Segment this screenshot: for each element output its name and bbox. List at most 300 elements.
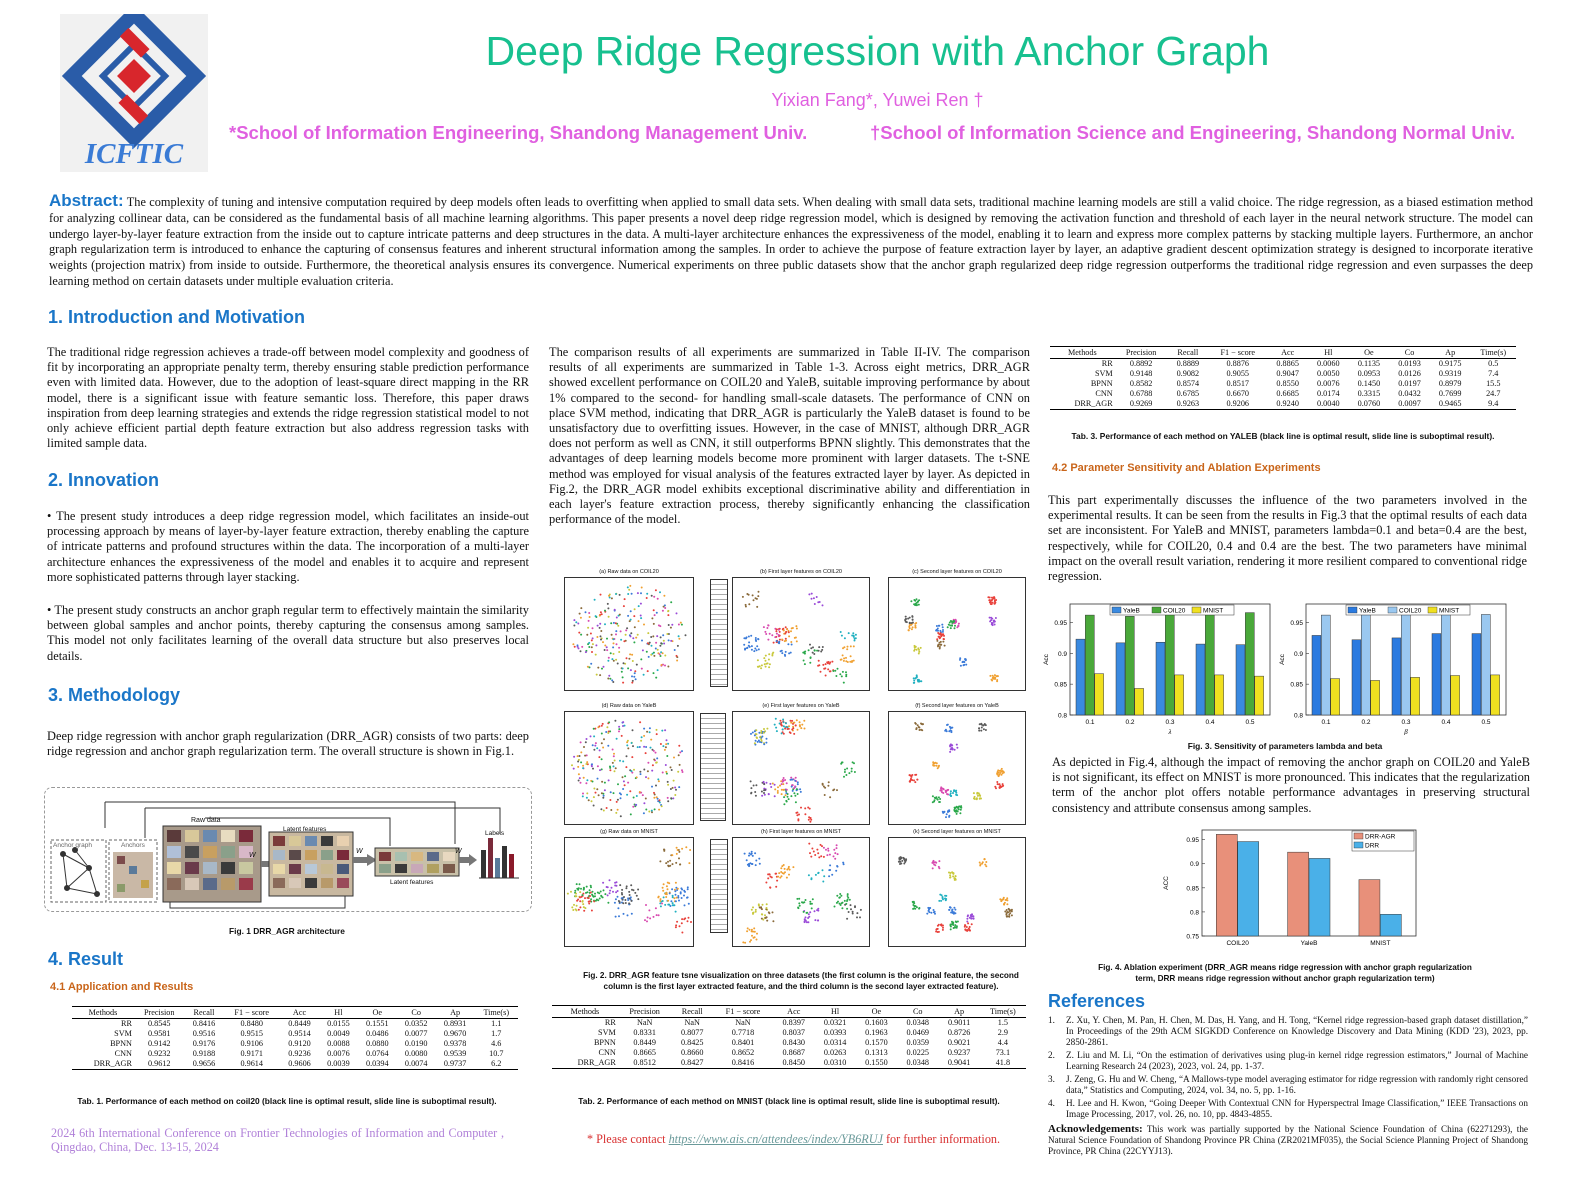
table-cell: 0.0352 — [404, 1019, 428, 1028]
reference-text: J. Zeng, G. Hu and W. Cheng, “A Mallows-type model averaging estimator for ridge regression with randomly right censored data,” Statistics and Computing, 2024, vol. 34, no. 5, pp. 1-16. — [1066, 1074, 1528, 1095]
contact-note — [587, 1132, 1000, 1147]
table-header-cell: Hl — [1308, 347, 1349, 359]
table-row — [1050, 359, 1516, 370]
section-intro-title: 1. Introduction and Motivation — [48, 307, 305, 327]
table-cell: 0.8892 — [1129, 359, 1153, 368]
beta-sensitivity-chart — [1276, 600, 1512, 735]
table-cell: 0.8401 — [731, 1038, 755, 1047]
table-cell: 0.8550 — [1276, 379, 1299, 388]
tsne-scatter — [889, 578, 1025, 690]
table-cell: 0.0469 — [906, 1028, 929, 1037]
table-cell: 0.0097 — [1389, 399, 1430, 410]
tsne-panel-title: (b) First layer features on COIL20 — [760, 569, 842, 575]
legend-swatch — [1354, 833, 1363, 839]
legend-label: YaleB — [1359, 607, 1376, 615]
bar-yaleb — [1312, 635, 1321, 715]
legend-label: DRR-AGR — [1365, 833, 1396, 841]
table-cell: 0.9539 — [443, 1049, 467, 1058]
table-method-cell: SVM — [114, 1029, 132, 1038]
bar-mnist — [1255, 676, 1264, 715]
bar-yaleb — [1352, 640, 1361, 715]
table-cell: 0.0486 — [366, 1029, 389, 1038]
parameter-text: This part experimentally discusses the influence of the two parameters involved in the experimental results. It can be seen from the results in Fig.3 that the optimal results of each data set are inconsistent. For YaleB and MNIST, parameters lambda=0.1 and beta=0.4 are the best, respectively, while for COIL20, 0.4 and 0.4 are the best. The two parameters have minimal impact on the overall result variation, rendering it more resilient compared to conventional ridge regression. — [1048, 493, 1527, 584]
logo-text: ICFTIC — [84, 138, 184, 170]
table-row — [1050, 399, 1516, 410]
table-cell: 2.9 — [997, 1028, 1008, 1037]
table-cell: 0.0076 — [327, 1049, 350, 1058]
labels-bars — [479, 838, 519, 878]
conference-info: 2024 6th International Conference on Frontier Technologies of Information and Computer , Qingdao, China, Dec. 13-15, 2024 — [51, 1126, 504, 1154]
table-cell: 0.6785 — [1176, 389, 1200, 398]
table-cell: 0.8660 — [680, 1048, 704, 1057]
table-cell: 0.9612 — [134, 1059, 185, 1070]
table-cell: 0.9581 — [147, 1029, 171, 1038]
table-cell: 41.8 — [980, 1058, 1026, 1069]
table-cell: 0.0348 — [897, 1058, 938, 1069]
innovation-bullet-1: • The present study introduces a deep ridge regression model, which facilitates an inside-out processing approach by means of layer-by-layer feature extraction, thereby enabling the capture of intricate patterns and profound structures within the data. The incorporation of a multi-layer architecture enhances the expressiveness of the model and enables it to acquire and represent more sophisticated patterns through layer stacking. — [47, 509, 529, 584]
table-cell: 0.1551 — [366, 1019, 389, 1028]
y-axis-label: Acc — [1043, 654, 1050, 665]
table-cell: 0.0155 — [327, 1019, 350, 1028]
x-tick-label: 0.4 — [1441, 719, 1451, 726]
table-cell: 0.0394 — [358, 1059, 397, 1070]
table-cell: 0.9232 — [147, 1049, 171, 1058]
tsne-scatter — [565, 712, 693, 824]
table-cell: 4.4 — [997, 1038, 1008, 1047]
table-row — [552, 1038, 1026, 1048]
ablation-chart — [1160, 826, 1420, 956]
table-header-cell: Hl — [319, 1007, 358, 1019]
tsne-panel — [888, 703, 1026, 825]
table-cell: 0.9171 — [240, 1049, 263, 1058]
legend-swatch — [1112, 607, 1121, 613]
bar-coil20 — [1125, 616, 1134, 715]
table-cell: 0.3315 — [1357, 389, 1381, 398]
table-header-cell: Co — [897, 1006, 938, 1018]
table-cell: 0.8430 — [782, 1038, 806, 1047]
table-cell: 0.8416 — [713, 1058, 773, 1069]
bar-drr — [1309, 858, 1330, 936]
table-header-cell: Oe — [856, 1006, 897, 1018]
table-cell: 0.9047 — [1276, 369, 1299, 378]
table-cell: 0.9041 — [938, 1058, 979, 1069]
table-cell: 0.9055 — [1226, 369, 1250, 378]
table-cell: 0.0080 — [404, 1049, 428, 1058]
table-cell: 0.9237 — [947, 1048, 971, 1057]
bar-mnist — [1491, 675, 1500, 715]
table-cell: 1.7 — [491, 1029, 502, 1038]
table-yaleb — [1050, 346, 1516, 410]
table-row — [1050, 379, 1516, 389]
table-cell: 0.9465 — [1430, 399, 1471, 410]
table-header-cell: Ap — [1430, 347, 1471, 359]
table-header-cell: Recall — [185, 1007, 224, 1019]
bar-coil20 — [1205, 611, 1214, 715]
bar-yaleb — [1116, 643, 1125, 715]
bar-mnist — [1371, 680, 1380, 715]
section-intro-text: The traditional ridge regression achieves a trade-off between model complexity and goodness of fit by incorporating an appropriate penalty term, thereby ensuring stable prediction performance even with limited data. However, due to the adoption of least-square direct mapping in the RR model, there is a significant issue with feature semantic loss. Therefore, this paper draws inspiration from deep learning strategies and extends the ridge regression statistical model to not only achieve efficient partial depth feature extraction but also address regression tasks with limited sample data. — [47, 345, 529, 451]
bar-mnist — [1215, 675, 1224, 715]
table-method-cell: RR — [1101, 359, 1113, 368]
abstract-text: The complexity of tuning and intensive computation required by deep models often leads to overfitting when applied to small data sets. When dealing with small data sets, traditional machine learning models are still a valid choice. The ridge regression, as a biased estimation method for analyzing collinear data, can be considered as the fundamental basis of all machine learning algorithms. This paper presents a novel deep ridge regression model, which is designed by removing the activation function and threshold of each layer in the neural network structure. The model can undergo layer-by-layer feature extraction from the inside out to capture intricate patterns and deep structures in the data. A multi-layer architecture enhances the expressiveness of the model, enabling it to learn and express more complex patterns by stacking multiple layers. Furthermore, an anchor graph regularization term is introduced to enhance the capturing of consensus features and inherent structural information among the samples. In order to achieve the purpose of feature extraction layer by layer, an adaptive gradient descent optimization strategy is designed to incorporate iterative weights (projection matrix) from inside to outside. Furthermore, the theoretical analysis ensures its convergence. Numerical experiments on three public datasets show that the anchor graph regularized deep ridge regression outperforms the traditional ridge regression and even surpasses the deep learning method on certain datasets under multiple evaluation criteria. — [49, 195, 1533, 288]
tsne-panel — [888, 829, 1026, 947]
bar-yaleb — [1196, 644, 1205, 715]
section-result-title: 4. Result — [48, 949, 124, 969]
table-cell: 0.9319 — [1438, 369, 1462, 378]
table-cell: 0.5 — [1488, 359, 1499, 368]
table-cell: 0.8449 — [288, 1019, 311, 1028]
table-cell: 0.8876 — [1226, 359, 1250, 368]
table-cell: 0.0197 — [1398, 379, 1421, 388]
table-cell: 0.8480 — [240, 1019, 263, 1028]
tsne-scatter — [733, 838, 869, 946]
tsne-panel — [564, 829, 694, 947]
bar-drr-agr — [1216, 834, 1237, 936]
bar-drr — [1380, 914, 1401, 936]
abstract — [49, 193, 1533, 290]
table-header-cell: Precision — [134, 1007, 185, 1019]
tsne-panel — [732, 703, 870, 825]
table-cell: 0.1570 — [865, 1038, 888, 1047]
legend-swatch — [1348, 607, 1357, 613]
table-cell: 0.9142 — [147, 1039, 171, 1048]
table-header-cell: Methods — [72, 1007, 134, 1019]
table-header-cell: Time(s) — [1470, 347, 1516, 359]
table-cell: 9.4 — [1470, 399, 1516, 410]
tsne-scatter — [733, 712, 869, 824]
table-method-cell: CNN — [114, 1049, 132, 1058]
tsne-panel — [732, 829, 870, 947]
table-cell: 0.0953 — [1357, 369, 1381, 378]
table-row — [72, 1059, 518, 1070]
ablation-text: As depicted in Fig.4, although the impact of removing the anchor graph on COIL20 and YaleB is not significant, its effect on MNIST is more pronounced. This indicates that the regularization term of the anchor plot offers notable performance advantages in preserving structural consistency and attribute consensus among samples. — [1052, 755, 1530, 815]
table-cell: 0.0760 — [1349, 399, 1390, 410]
table-header-cell: Time(s) — [980, 1006, 1026, 1018]
reference-text: Z. Xu, Y. Chen, M. Pan, H. Chen, M. Das, H. Yang, and H. Tong, “Kernel ridge regression-based graph dataset distillation,” In Proceedings of the 29th ACM SIGKDD Conference on Knowledge Discovery and Data Mining (KDD '23), 2023, pp. 2850-2861. — [1066, 1015, 1528, 1047]
bar-coil20 — [1321, 615, 1330, 715]
fig1-caption: Fig. 1 DRR_AGR architecture — [229, 926, 345, 936]
table-cell: 0.8665 — [633, 1048, 656, 1057]
x-axis-label: λ — [1168, 728, 1172, 735]
table-cell: 0.8331 — [633, 1028, 656, 1037]
table-cell: 0.8726 — [947, 1028, 971, 1037]
table-cell: 0.9176 — [192, 1039, 216, 1048]
reference-item — [1048, 1098, 1528, 1120]
table-cell: 7.4 — [1488, 369, 1499, 378]
tsne-panel — [888, 569, 1026, 691]
table-header-cell: Precision — [1115, 347, 1168, 359]
table-cell: 0.9082 — [1176, 369, 1200, 378]
raw-data-matrix — [163, 826, 261, 902]
table-cell: 0.9614 — [223, 1059, 280, 1070]
bar-coil20 — [1245, 613, 1254, 715]
table-header-cell: F1 − score — [713, 1006, 773, 1018]
tsne-legend — [700, 713, 726, 821]
table-cell: 15.5 — [1486, 379, 1501, 388]
abstract-label: Abstract: — [49, 191, 124, 210]
table1-caption: Tab. 1. Performance of each method on coil20 (black line is optimal result, slide line is suboptimal result). — [77, 1096, 497, 1106]
acknowledgements — [1048, 1124, 1528, 1157]
weight-label-1: W — [249, 852, 256, 859]
legend-swatch — [1192, 607, 1201, 613]
tsne-legend — [710, 839, 728, 933]
bar-yaleb — [1076, 639, 1085, 715]
legend-swatch — [1354, 842, 1363, 848]
table-cell: 0.8889 — [1176, 359, 1200, 368]
subsection-parameter-title: 4.2 Parameter Sensitivity and Ablation Experiments — [1052, 462, 1321, 474]
bar-yaleb — [1156, 642, 1165, 715]
table-cell: 0.8427 — [672, 1058, 713, 1069]
poster-title: Deep Ridge Regression with Anchor Graph — [485, 28, 1270, 74]
table-row — [552, 1058, 1026, 1069]
labels-label: Labels — [485, 830, 505, 837]
table-row — [72, 1049, 518, 1059]
section-methodology-title: 3. Methodology — [48, 685, 180, 705]
x-tick-label: MNIST — [1370, 940, 1391, 947]
table-cell: 0.0880 — [366, 1039, 389, 1048]
table-cell: 0.9656 — [185, 1059, 224, 1070]
x-tick-label: 0.3 — [1165, 719, 1175, 726]
reference-text: H. Lee and H. Kwon, “Going Deeper With Contextual CNN for Hyperspectral Image Classification,” IEEE Transactions on Image Processing, 2017, vol. 26, no. 10, pp. 4843-4855. — [1066, 1098, 1528, 1119]
table-cell: 0.8931 — [443, 1019, 467, 1028]
contact-link[interactable]: https://www.ais.cn/attendees/index/YB6RUJ — [668, 1132, 883, 1146]
table-cell: 0.6685 — [1276, 389, 1299, 398]
table-cell: 0.8077 — [680, 1028, 704, 1037]
bar-mnist — [1095, 674, 1104, 715]
table-cell: 0.1550 — [856, 1058, 897, 1069]
legend-swatch — [1152, 607, 1161, 613]
legend-swatch — [1388, 607, 1397, 613]
tsne-panel-title: (f) Second layer features on YaleB — [915, 703, 999, 709]
table-cell: 0.8425 — [680, 1038, 704, 1047]
bar-drr-agr — [1359, 880, 1380, 936]
table-cell: 0.9148 — [1129, 369, 1153, 378]
table-cell: 0.1450 — [1357, 379, 1381, 388]
table-cell: 0.9516 — [192, 1029, 216, 1038]
x-tick-label: 0.4 — [1205, 719, 1215, 726]
table-header-cell: Oe — [1349, 347, 1390, 359]
bar-mnist — [1331, 679, 1340, 715]
table-cell: 0.0359 — [906, 1038, 929, 1047]
table-cell: 0.1135 — [1357, 359, 1381, 368]
reference-number: 1. — [1048, 1015, 1055, 1025]
table-cell: 0.0088 — [327, 1039, 350, 1048]
table-coil20 — [72, 1006, 518, 1070]
table-row — [72, 1029, 518, 1039]
bar-coil20 — [1481, 614, 1490, 715]
table-cell: 0.9120 — [288, 1039, 311, 1048]
table-cell: 1.1 — [491, 1019, 502, 1028]
table-header-cell: Ap — [436, 1007, 475, 1019]
x-tick-label: 0.2 — [1361, 719, 1371, 726]
latent-label-2: Latent features — [390, 879, 434, 886]
table-header-row — [552, 1006, 1026, 1018]
comparison-text: The comparison results of all experiments are summarized in Table II-IV. The comparison results of all experiments are summarized in Table 1-3. Across eight metrics, DRR_AGR showed excellent performance on COIL20 and YaleB, suitable improving performance by about 1% compared to the second- for handling small-scale datasets. The performance of CNN on place SVM method, indicating that DRR_AGR is particularly the YaleB dataset is found to be unsatisfactory due to overfitting issues. However, in the case of MNIST, although DRR_AGR does not perform as well as CNN, it still outperforms BPNN slightly. This demonstrates that the advantages of deep learning models become more prominent with larger datasets. The t-SNE method was employed for visual analysis of the features extracted layer by layer. As depicted in Fig.2, the DRR_AGR model exhibits exceptional discriminative ability and differentiation in each layer's feature extraction process, thereby significantly enhancing the classification performance of the model. — [549, 345, 1030, 527]
table-cell: 0.8037 — [782, 1028, 806, 1037]
tsne-panel — [732, 569, 870, 691]
table-cell: 0.9670 — [443, 1029, 467, 1038]
table-cell: 24.7 — [1486, 389, 1501, 398]
tsne-panel-title: (h) First layer features on MNIST — [760, 829, 842, 835]
bar-yaleb — [1432, 634, 1441, 715]
legend-label: COIL20 — [1399, 607, 1422, 615]
fig3-caption: Fig. 3. Sensitivity of parameters lambda and beta — [1187, 741, 1383, 751]
table-cell: 0.9236 — [288, 1049, 311, 1058]
table-cell: 0.0060 — [1317, 359, 1340, 368]
tsne-panel-title: (c) Second layer features on COIL20 — [912, 569, 1002, 575]
table-cell: 0.0764 — [366, 1049, 389, 1058]
y-axis-label: ACC — [1163, 876, 1170, 890]
table-cell: 0.8512 — [618, 1058, 672, 1069]
table-header-cell: Hl — [814, 1006, 855, 1018]
table-cell: 0.0193 — [1398, 359, 1421, 368]
table-cell: 0.0174 — [1317, 389, 1340, 398]
y-tick-label: 0.85 — [1186, 885, 1199, 893]
bar-drr — [1238, 842, 1259, 936]
tsne-scatter — [565, 578, 693, 690]
tsne-panel — [564, 569, 694, 691]
bar-coil20 — [1401, 613, 1410, 715]
tsne-scatter — [733, 578, 869, 690]
y-tick-label: 0.8 — [1057, 712, 1067, 720]
tsne-panel-title: (d) Raw data on YaleB — [601, 703, 657, 709]
table-cell: 0.9378 — [443, 1039, 467, 1048]
table-cell: 0.8545 — [147, 1019, 171, 1028]
y-tick-label: 0.9 — [1189, 861, 1199, 869]
table-row — [72, 1019, 518, 1030]
reference-item — [1048, 1074, 1528, 1096]
table-header-cell: Recall — [1168, 347, 1209, 359]
table-cell: 0.9188 — [192, 1049, 216, 1058]
table-cell: 0.0310 — [814, 1058, 855, 1069]
y-tick-label: 0.9 — [1293, 650, 1303, 658]
table-cell: 0.6670 — [1226, 389, 1250, 398]
ack-label: Acknowledgements: — [1048, 1123, 1143, 1135]
table-cell: NaN — [684, 1018, 700, 1027]
tsne-scatter — [565, 838, 693, 946]
table-header-row — [72, 1007, 518, 1019]
reference-number: 4. — [1048, 1098, 1055, 1108]
table-row — [552, 1018, 1026, 1029]
table-cell: 0.0077 — [404, 1029, 428, 1038]
lambda-sensitivity-chart — [1040, 600, 1276, 735]
legend-label: YaleB — [1123, 607, 1140, 615]
table-cell: 0.9606 — [280, 1059, 319, 1070]
table-method-cell: DRR_AGR — [1050, 399, 1115, 410]
bar-mnist — [1135, 688, 1144, 715]
x-tick-label: COIL20 — [1226, 940, 1249, 947]
ack-text: This work was partially supported by the National Science Foundation of China (62271293), the Natural Science Foundation of Shandong Province PR China (ZR2021MF035), the Social Science Planning Project of Shandong Province, PR China (22CYYJ13). — [1048, 1124, 1528, 1156]
table-cell: 0.0050 — [1317, 369, 1340, 378]
bar-coil20 — [1085, 615, 1094, 715]
bar-drr-agr — [1288, 852, 1309, 936]
bar-coil20 — [1165, 614, 1174, 715]
logo — [60, 14, 208, 172]
table-method-cell: SVM — [1094, 369, 1113, 378]
table-cell: 0.8582 — [1129, 379, 1153, 388]
table-method-cell: DRR_AGR — [72, 1059, 134, 1070]
table-cell: 0.9175 — [1438, 359, 1462, 368]
table-cell: 0.8517 — [1226, 379, 1250, 388]
table2-caption: Tab. 2. Performance of each method on MNIST (black line is optimal result, slide line is suboptimal result). — [578, 1096, 1000, 1106]
architecture-figure — [44, 787, 532, 912]
table-cell: 10.7 — [489, 1049, 504, 1058]
latent-label-1: Latent features — [283, 826, 327, 833]
y-tick-label: 0.85 — [1290, 681, 1303, 689]
table-method-cell: BPNN — [1090, 379, 1113, 388]
section-innovation-title: 2. Innovation — [48, 470, 160, 490]
table-cell: 0.1963 — [865, 1028, 888, 1037]
reference-text: Z. Liu and M. Li, “On the estimation of derivatives using plug-in kernel ridge regression estimators,” Journal of Machine Learning Research 24 (2023), 2023, vol. 24, pp. 1-37. — [1066, 1050, 1528, 1071]
table-row — [72, 1039, 518, 1049]
table-header-cell: Acc — [1267, 347, 1308, 359]
table-cell: 0.0190 — [404, 1039, 428, 1048]
table-cell: 0.0432 — [1398, 389, 1421, 398]
reference-number: 3. — [1048, 1074, 1055, 1084]
table-method-cell: BPNN — [593, 1038, 616, 1047]
fig2-caption: Fig. 2. DRR_AGR feature tsne visualization on three datasets (the first column is the original feature, the second column is the first layer extracted feature, and the third column is the second layer extracted feature). — [583, 971, 1019, 991]
x-tick-label: 0.1 — [1085, 719, 1095, 726]
table-cell: 0.1603 — [865, 1018, 888, 1027]
table-method-cell: RR — [120, 1019, 132, 1028]
y-tick-label: 0.9 — [1057, 650, 1067, 658]
table-header-cell: Acc — [280, 1007, 319, 1019]
y-tick-label: 0.75 — [1186, 933, 1199, 941]
table-cell: 0.8687 — [782, 1048, 806, 1057]
y-tick-label: 0.95 — [1186, 837, 1199, 845]
legend-swatch — [1428, 607, 1437, 613]
x-tick-label: 0.5 — [1245, 719, 1255, 726]
table-cell: 0.0263 — [823, 1048, 847, 1057]
table-row — [1050, 369, 1516, 379]
table-header-cell: Co — [397, 1007, 436, 1019]
table-cell: 0.1313 — [865, 1048, 888, 1057]
table-cell: 73.1 — [995, 1048, 1011, 1057]
anchor-graph-label: Anchor graph — [53, 842, 93, 849]
table-cell: 0.7718 — [731, 1028, 755, 1037]
bar-coil20 — [1361, 614, 1370, 715]
latent-matrix-2 — [375, 848, 459, 876]
table-cell: 0.9021 — [947, 1038, 971, 1047]
raw-data-label: Raw data — [191, 817, 221, 824]
affiliation-1: *School of Information Engineering, Shandong Management Univ. — [229, 122, 808, 143]
table-cell: 0.0321 — [823, 1018, 847, 1027]
weight-label-3: W — [455, 848, 462, 855]
table-header-cell: F1 − score — [1208, 347, 1267, 359]
y-axis-label: Acc — [1279, 654, 1286, 665]
table-cell: 0.9011 — [947, 1018, 971, 1027]
table-cell: 0.9515 — [240, 1029, 263, 1038]
table-header-cell: Oe — [358, 1007, 397, 1019]
table-cell: 0.0039 — [319, 1059, 358, 1070]
references-title: References — [1048, 991, 1146, 1011]
table-header-cell: F1 − score — [223, 1007, 280, 1019]
bar-mnist — [1451, 676, 1460, 715]
table-method-cell: SVM — [598, 1028, 616, 1037]
bar-yaleb — [1392, 638, 1401, 715]
tsne-panel-title: (a) Raw data on COIL20 — [599, 569, 659, 575]
fig4-caption: Fig. 4. Ablation experiment (DRR_AGR means ridge regression with anchor graph regularization term, DRR means ridge regression without anchor graph regularization term) — [1098, 963, 1472, 983]
table-cell: 0.9106 — [240, 1039, 263, 1048]
legend-label: MNIST — [1203, 607, 1224, 615]
table-cell: 0.0076 — [1317, 379, 1340, 388]
table-cell: 0.9737 — [436, 1059, 475, 1070]
table-cell: 0.0348 — [906, 1018, 929, 1027]
table-cell: 0.0126 — [1398, 369, 1421, 378]
x-tick-label: 0.3 — [1401, 719, 1411, 726]
table-header-cell: Recall — [672, 1006, 713, 1018]
anchors-matrix — [113, 852, 153, 898]
